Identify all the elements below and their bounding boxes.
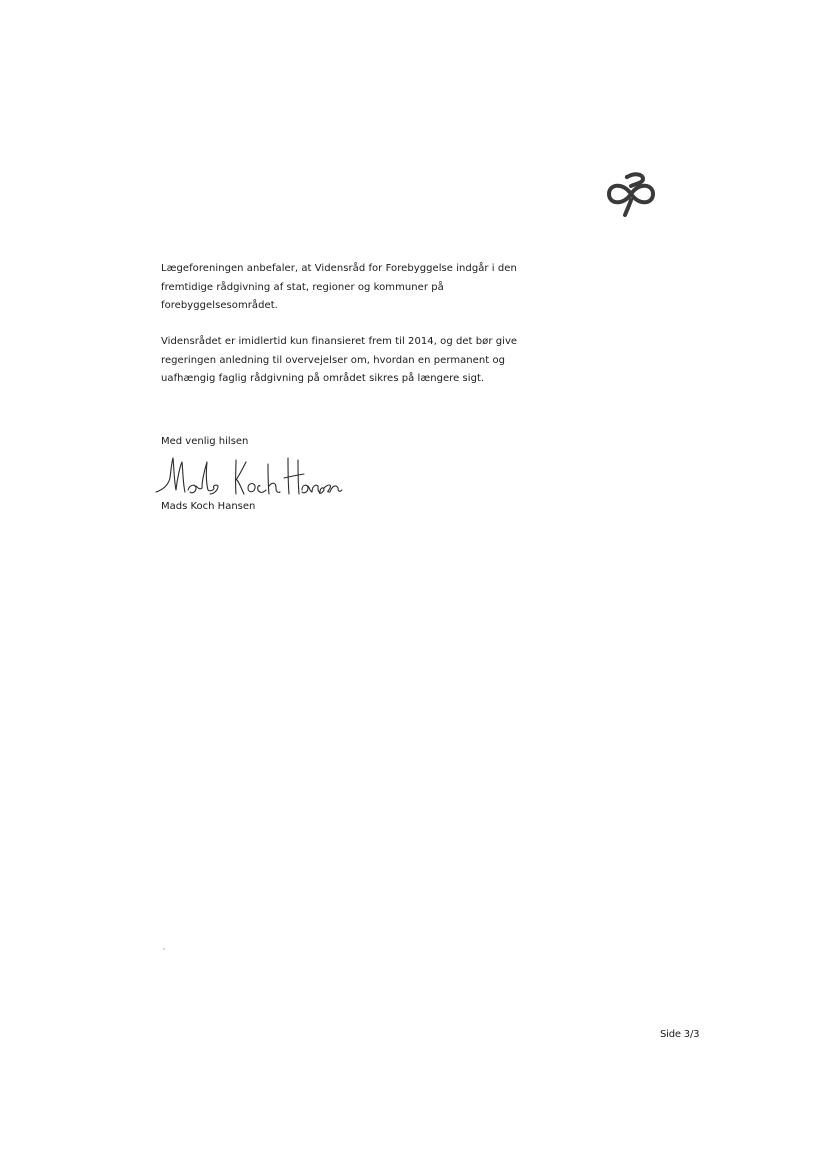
snake-staff-icon (603, 170, 659, 218)
scan-speck (163, 948, 165, 950)
closing-greeting: Med venlig hilsen (161, 436, 249, 447)
handwritten-signature (152, 450, 344, 502)
text-line: Lægeforeningen anbefaler, at Vidensråd for Forebyggelse indgår i den (161, 263, 517, 274)
page-number: Side 3/3 (660, 1029, 700, 1040)
text-line: regeringen anledning til overvejelser om, hvordan en permanent og (161, 354, 506, 366)
text-line: fremtidige rådgivning af stat, regioner og kommuner på (161, 281, 444, 293)
text-line: uafhængig faglig rådgivning på området sikres på længere sigt. (161, 373, 485, 384)
text-line: Vidensrådet er imidlertid kun finansieret frem til 2014, og det bør give (161, 336, 518, 347)
paragraph-financing (161, 333, 581, 389)
text-line: forebyggelsesområdet. (161, 300, 278, 311)
paragraph-recommendation (161, 260, 581, 316)
signer-name: Mads Koch Hansen (161, 501, 256, 512)
